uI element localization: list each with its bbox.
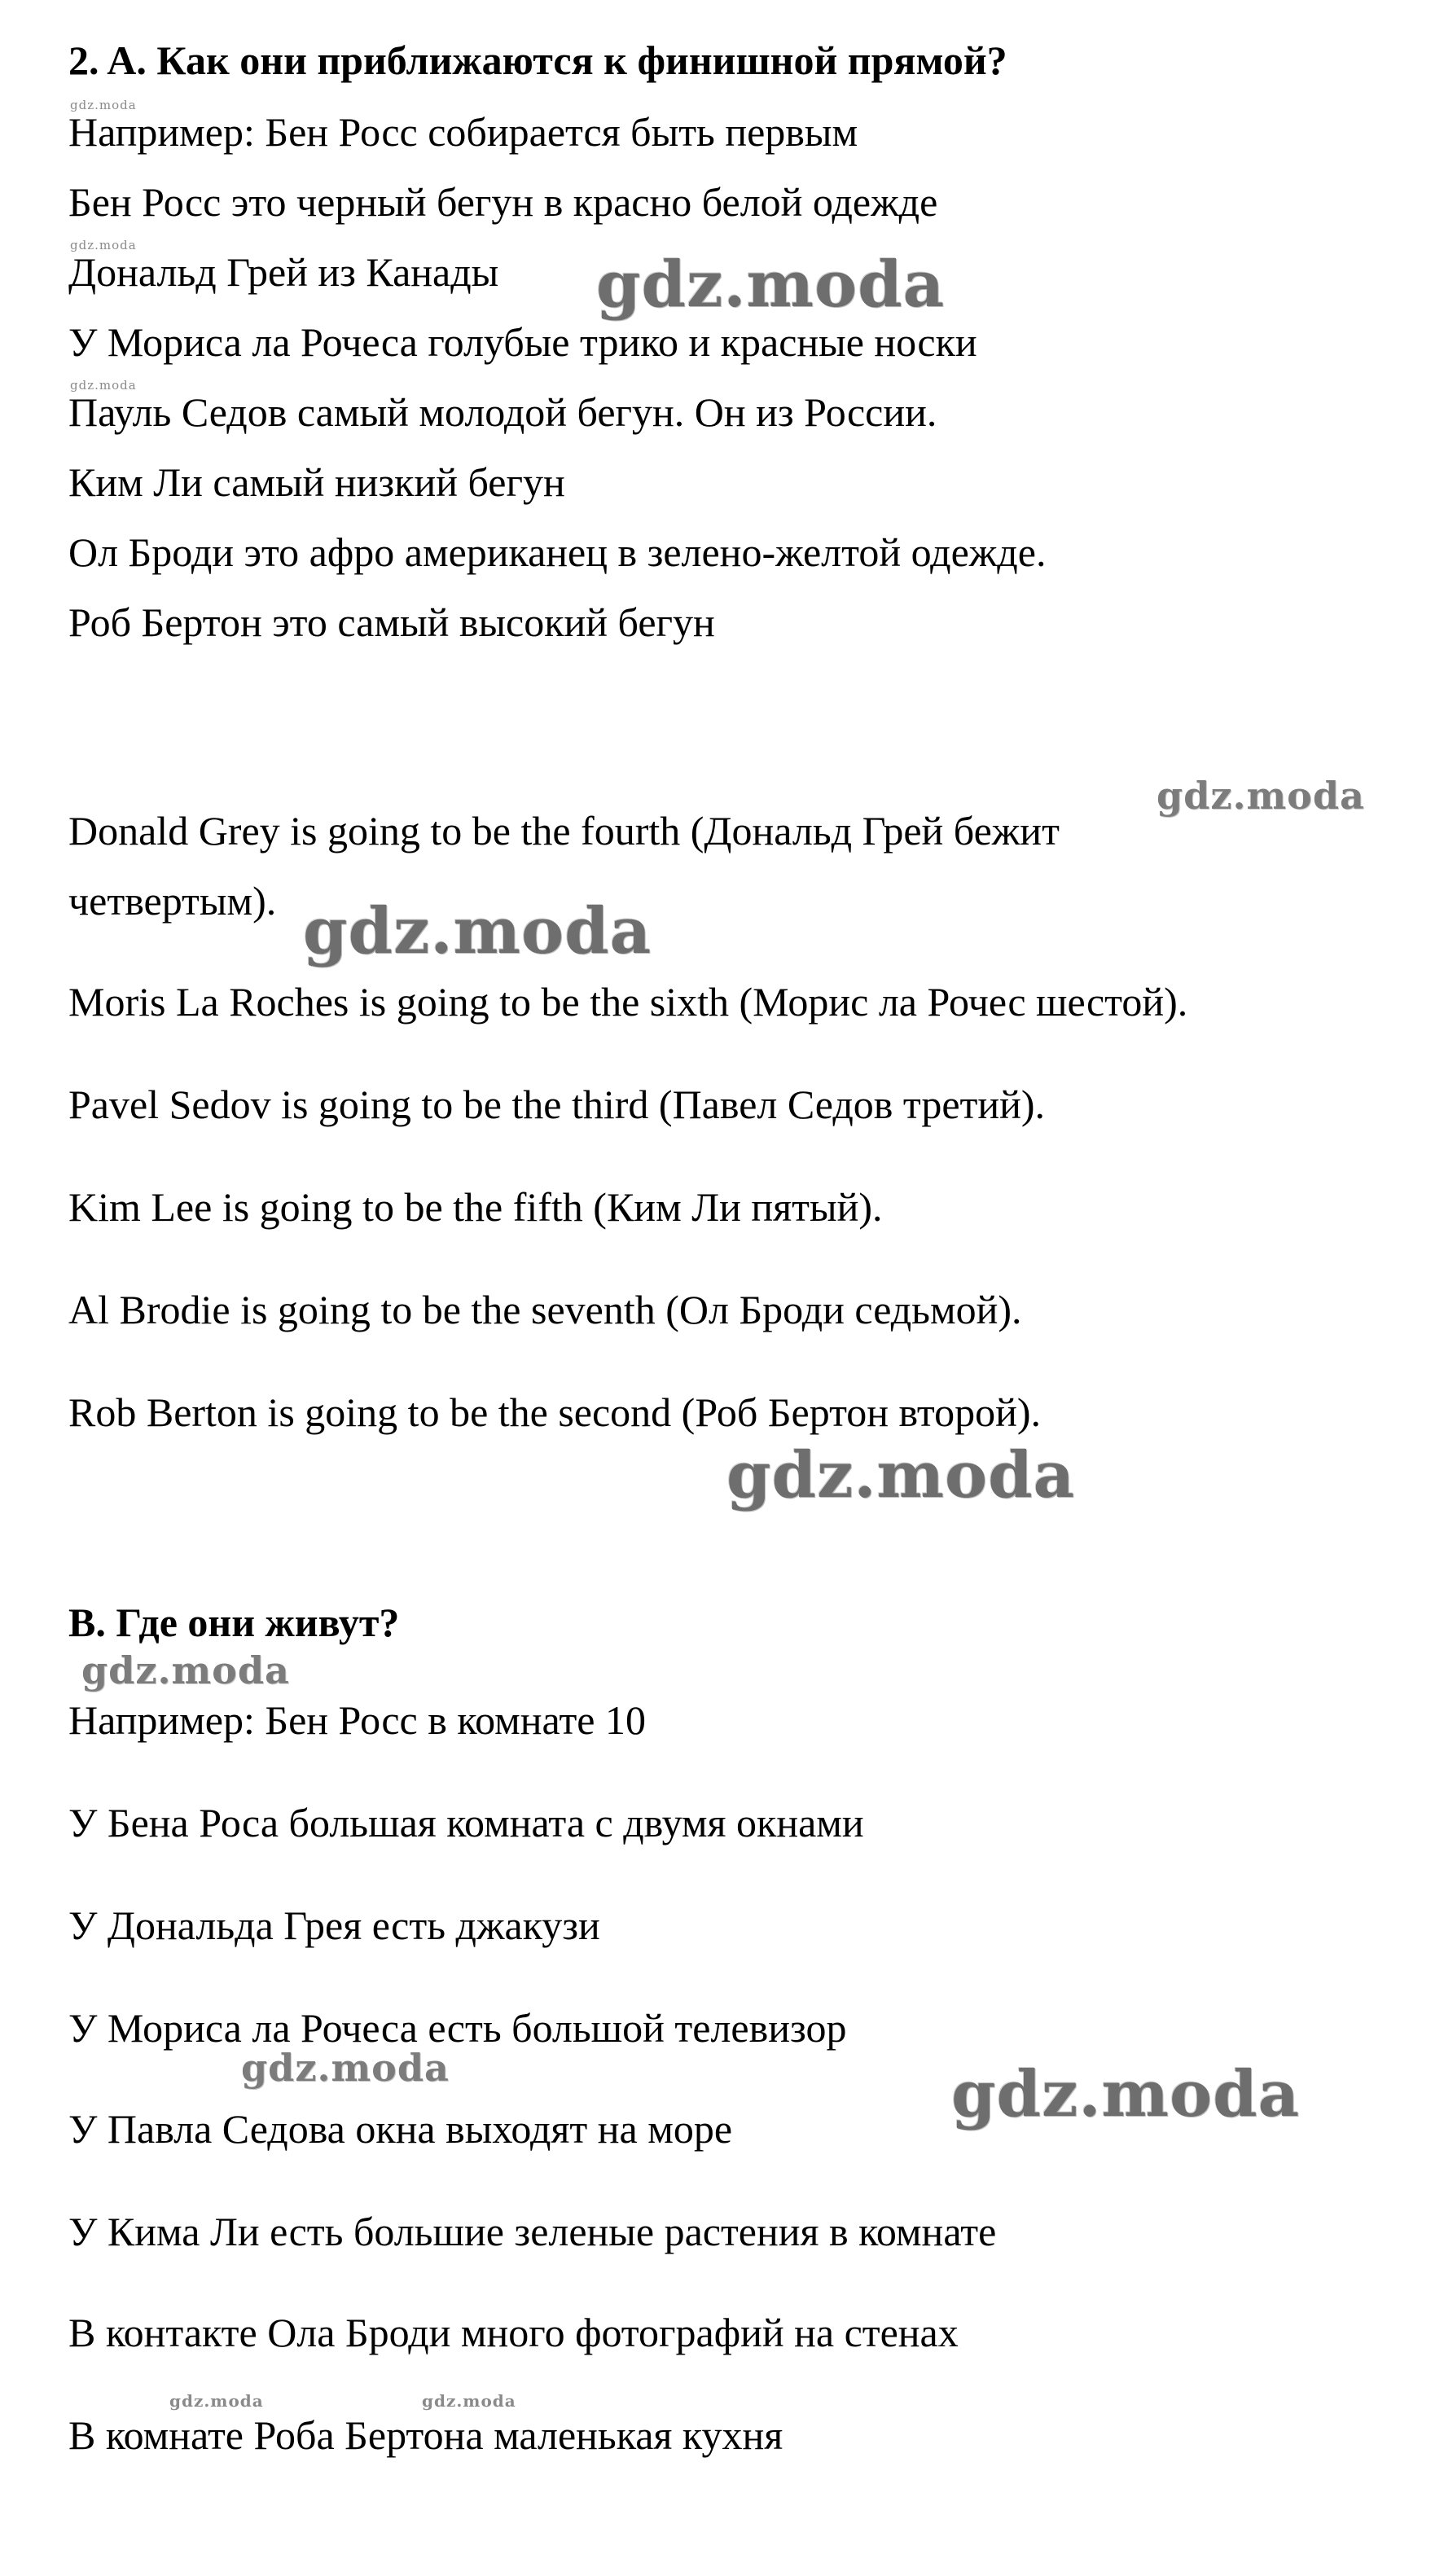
section-b-line: У Кима Ли есть большие зеленые растения в комнате [68, 2209, 997, 2254]
watermark: gdz.moda [70, 378, 137, 393]
answer-line: Pavel Sedov is going to be the third (Павел Седов третий). [68, 1082, 1046, 1127]
answer-line: Rob Berton is going to be the second (Роб Бертон второй). [68, 1389, 1041, 1435]
watermark: gdz.moda [596, 248, 946, 322]
section-a-line: Ким Ли самый низкий бегун [68, 459, 565, 505]
section-a-line: Ол Броди это афро американец в зелено-желтой одежде. [68, 529, 1047, 575]
watermark: gdz.moda [241, 2046, 450, 2090]
section-a-line: Пауль Седов самый молодой бегун. Он из России. [68, 389, 937, 435]
section-a-line: Бен Росс это черный бегун в красно белой одежде [68, 179, 938, 225]
watermark: gdz.moda [70, 238, 137, 252]
section-a-line: Дональд Грей из Канады [68, 249, 499, 295]
watermark: gdz.moda [169, 2391, 264, 2411]
section-b-heading: B. Где они живут? [68, 1600, 400, 1645]
section-a-line: Например: Бен Росс собирается быть первым [68, 109, 858, 155]
section-b-line: Например: Бен Росс в комнате 10 [68, 1697, 646, 1743]
section-a-line: У Мориса ла Рочеса голубые трико и красные носки [68, 319, 977, 365]
watermark: gdz.moda [81, 1648, 290, 1692]
section-b-line: У Бена Роса большая комната с двумя окнами [68, 1800, 864, 1845]
watermark: gdz.moda [303, 894, 652, 968]
section-b-line: У Дональда Грея есть джакузи [68, 1902, 600, 1948]
section-b-line: У Мориса ла Рочеса есть большой телевизор [68, 2005, 847, 2051]
answer-line: четвертым). [68, 878, 277, 924]
section-b-line: В контакте Ола Броди много фотографий на стенах [68, 2310, 959, 2355]
watermark: gdz.moda [1157, 774, 1365, 818]
section-a-line: Роб Бертон это самый высокий бегун [68, 599, 715, 645]
section-b-line: В комнате Роба Бертона маленькая кухня [68, 2412, 783, 2458]
answer-line: Al Brodie is going to be the seventh (Ол Броди седьмой). [68, 1287, 1022, 1332]
section-b-line: У Павла Седова окна выходят на море [68, 2106, 733, 2152]
watermark: gdz.moda [422, 2391, 516, 2411]
section-a-heading: 2. A. Как они приближаются к финишной прямой? [68, 37, 1007, 83]
watermark: gdz.moda [726, 1438, 1076, 1512]
answer-line: Moris La Roches is going to be the sixth (Морис ла Рочес шестой). [68, 979, 1188, 1025]
watermark: gdz.moda [951, 2057, 1301, 2131]
answer-line: Donald Grey is going to be the fourth (Дональд Грей бежит [68, 808, 1060, 854]
watermark: gdz.moda [70, 98, 137, 112]
answer-line: Kim Lee is going to be the fifth (Ким Ли пятый). [68, 1184, 883, 1230]
